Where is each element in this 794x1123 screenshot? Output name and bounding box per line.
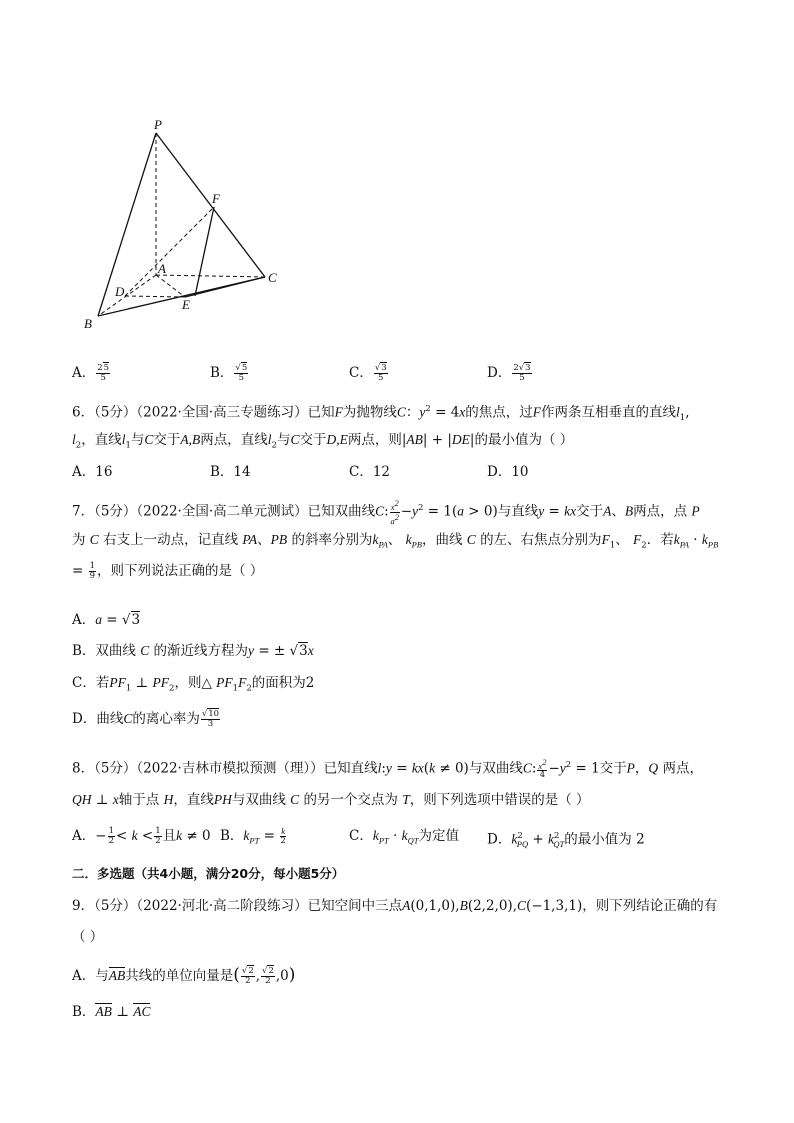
edge-AC <box>156 275 265 277</box>
edge-FE <box>195 207 214 296</box>
q9-line1: 9．（5分）（2022·河北·高二阶段练习）已知空间中三点A(0,1,0),B(2,2,0),C(−1,3,1)，则下列结论正确的有 <box>72 898 718 914</box>
q9-option-b: B．AB ⊥ AC <box>72 1004 151 1020</box>
q5-option-b: B． $\frac{√5}{5}$ <box>210 363 248 383</box>
q6-line2: $l_2$，直线$l_1$与C交于A,B两点，直线$l_2$与C交于D,E两点，则|AB| + |DE|的最小值为（ ） <box>72 432 574 451</box>
q7-line2: 为 C 右支上一动点，记直线 PA、PB 的斜率分别为$k_{PA}$、 $k_{PB}$，曲线 C 的左、右焦点分别为$F_1$、 $F_2$．若$k_{PA} \cdot k_{PB}$ <box>72 532 719 551</box>
geometry-figure <box>80 115 300 340</box>
edge-AE <box>156 275 185 297</box>
edge-PB <box>98 133 156 316</box>
q7-line3: = $\frac{1}{9}$ ，则下列说法正确的是（ ） <box>72 561 264 581</box>
q6-option-b: B．14 <box>210 464 251 480</box>
q9-option-a: A．与AB共线的单位向量是( $\frac{√2}{2}$ , $\frac{√2}{2}$ ,0) <box>72 965 296 986</box>
q8-option-c: C．$k_{PT} \cdot k_{QT}$为定值 <box>349 828 460 846</box>
q7-option-d: D．曲线C的离心率为 $\frac{√10}{3}$ <box>72 709 220 729</box>
q8-option-b: B．$k_{PT}$ = $\frac{k}{2}$ <box>220 826 286 846</box>
label-P: P <box>154 117 162 132</box>
q7-option-b: B．双曲线 C 的渐近线方程为y = ± √3x <box>72 643 314 659</box>
q5-option-d: D． $\frac{2√3}{5}$ <box>487 363 531 383</box>
label-F: F <box>212 191 220 206</box>
q6-option-d: D．10 <box>487 464 529 480</box>
q7-option-c: C．若$PF_1$ ⊥ $PF_2$，则△ $PF_1F_2$的面积为2 <box>72 675 315 694</box>
q8-line2: QH ⊥ x轴于点 H，直线PH与双曲线 C 的另一个交点为 T，则下列选项中错误的是（ ） <box>72 792 590 808</box>
q5-option-a: A． $\frac{25}{5}$ <box>72 363 110 383</box>
q6-line1: 6．（5分）（2022·全国·高三专题练习）已知F为抛物线C：$y^2 = 4x$的焦点，过F作两条互相垂直的直线$l_1$, <box>72 404 690 424</box>
label-E: E <box>182 297 190 312</box>
q6-option-a: A．16 <box>72 464 113 480</box>
label-D: D <box>115 284 125 299</box>
q7-option-a: A．a = √3 <box>72 612 141 628</box>
q5-option-c: C． $\frac{√3}{5}$ <box>349 363 387 383</box>
q8-line1: 8．（5分）（2022·吉林市模拟预测（理））已知直线l:y = kx(k ≠ 0)与双曲线C: $\frac{x^2}{4}$ $-y^2 = 1$交于P，Q 两点， <box>72 756 703 781</box>
q7-line1: 7．（5分）（2022·全国·高二单元测试）已知双曲线C: $\frac{x^2}{a^2}$ $-y^2 = 1(a > 0)$与直线y = kx交于A、B两点，点 P <box>72 497 700 526</box>
edge-PC <box>156 133 265 277</box>
label-B: B <box>84 316 92 331</box>
edge-DE <box>125 296 185 297</box>
q6-option-c: C．12 <box>349 464 391 480</box>
section-heading: 二．多选题（共4小题，满分20分，每小题5分） <box>72 866 345 881</box>
edge-DF <box>125 207 214 296</box>
q9-line2: （ ） <box>72 929 104 945</box>
q8-option-d: D．$k^2_{PQ} + k^2_{QT}$的最小值为 2 <box>487 831 645 850</box>
q8-option-a: A．− $\frac{1}{2}$ < k < $\frac{1}{2}$ 且k ≠ 0 <box>72 826 211 846</box>
label-A: A <box>158 261 166 276</box>
label-C: C <box>268 270 277 285</box>
